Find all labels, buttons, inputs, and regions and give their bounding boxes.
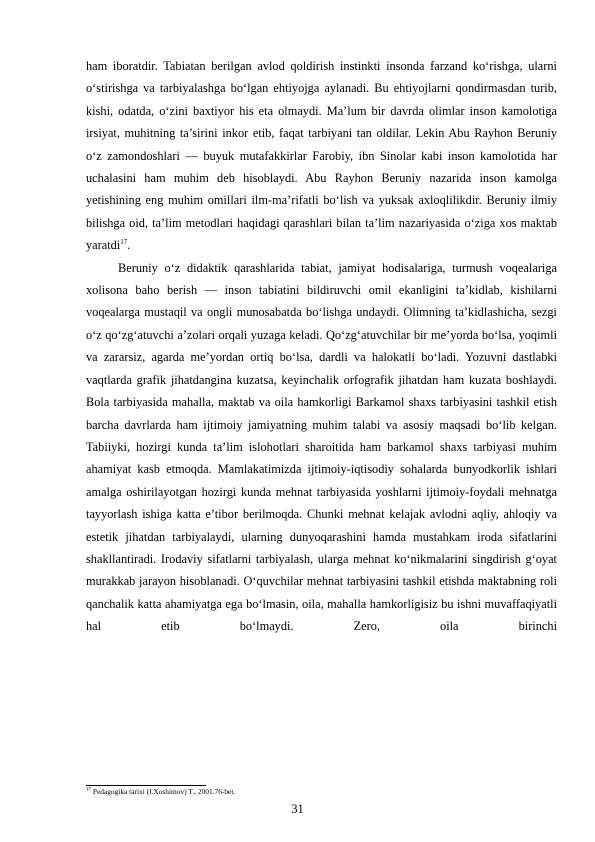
footnote-divider: [86, 785, 206, 786]
footnote: [86, 787, 557, 797]
page-number: 31: [291, 802, 304, 816]
footnote-text: Pedagogika tarixi (I.Xoshimov) T., 2001.76-bet.: [91, 787, 236, 796]
footnote-reference: 17: [120, 238, 128, 247]
footnote-number: 17: [86, 787, 91, 793]
paragraph-1-text: ham iboratdir. Tabiatan berilgan avlod qoldirish instinkti insonda farzand ko‘rishga, ularni o‘stirishga va tarbiyalashga bo‘lgan ehtiyojga aylanadi. Bu ehtiyojlarni qondirmasdan turib, kishi, odatda, o‘zini baxtiyor his eta olmaydi. Ma’lum bir davrda olimlar inson kamolotiga irsiyat, muhitning ta’sirini inkor etib, faqat tarbiyani tan oldilar. Lekin Abu Rayhon Beruniy o‘z zamondoshlari — buyuk mutafakkirlar Farobiy, ibn Sinolar kabi inson kamolotida har uchalasini ham muhim deb hisoblaydi. Abu Rayhon Beruniy nazarida inson kamolga yetishining eng muhim omillari ilm-ma’rifatli bo‘lish va yuksak axloqlilikdir. Beruniy ilmiy bilishga oid, ta’lim metodlari haqidagi qarashlari bilan ta’lim nazariyasida o‘ziga xos maktab yaratdi: [86, 59, 557, 253]
paragraph-2: Beruniy o‘z didaktik qarashlarida tabiat, jamiyat hodisalariga, turmush voqealariga xolisona baho berish — inson tabiatini bildiruvchi omil ekanligini ta’kidlab, kishilarni voqealarga mustaqil va ongli munosabatda bo‘lishga undaydi. Olimning ta’kidlashicha, sezgi o‘z qo‘zg‘atuvchi a’zolari orqali yuzaga keladi. Qo‘zg‘atuvchilar bir me’yorda bo‘lsa, yoqimli va zararsiz, agarda me’yordan ortiq bo‘lsa, dardli va halokatli bo‘ladi. Yozuvni dastlabki vaqtlarda grafik jihatdangina kuzatsa, keyinchalik orfografik jihatdan ham kuzata boshlaydi. Bola tarbiyasida mahalla, maktab va oila hamkorligi Barkamol shaxs tarbiyasini tashkil etish barcha davrlarda ham ijtimoiy jamiyatning muhim talabi va asosiy maqsadi bo‘lib kelgan. Tabiiyki, hozirgi kunda ta’lim islohotlari sharoitida ham barkamol shaxs tarbiyasi muhim ahamiyat kasb etmoqda. Mamlakatimizda ijtimoiy-iqtisodiy sohalarda bunyodkorlik ishlari amalga oshirilayotgan hozirgi kunda mehnat tarbiyasida yoshlarni ijtimoiy-foydali mehnatga tayyorlash ishiga katta e’tibor berilmoqda. Chunki mehnat kelajak avlodni aqliy, ahloqiy va estetik jihatdan tarbiyalaydi, ularning dunyoqarashini hamda mustahkam iroda sifatlarini shakllantiradi. Irodaviy sifatlarni tarbiyalash, ularga mehnat ko‘nikmalarini singdirish g‘oyat murakkab jarayon hisoblanadi. O‘quvchilar mehnat tarbiyasini tashkil etishda maktabning roli qanchalik katta ahamiyatga ega bo‘lmasin, oila, mahalla hamkorligisiz bu ishni muvaffaqiyatli hal etib bo‘lmaydi. Zero, oila birinchi: [86, 260, 557, 634]
paragraph-1-end: .: [127, 238, 131, 253]
page-body: [86, 55, 557, 638]
paragraph-1: [86, 55, 557, 257]
